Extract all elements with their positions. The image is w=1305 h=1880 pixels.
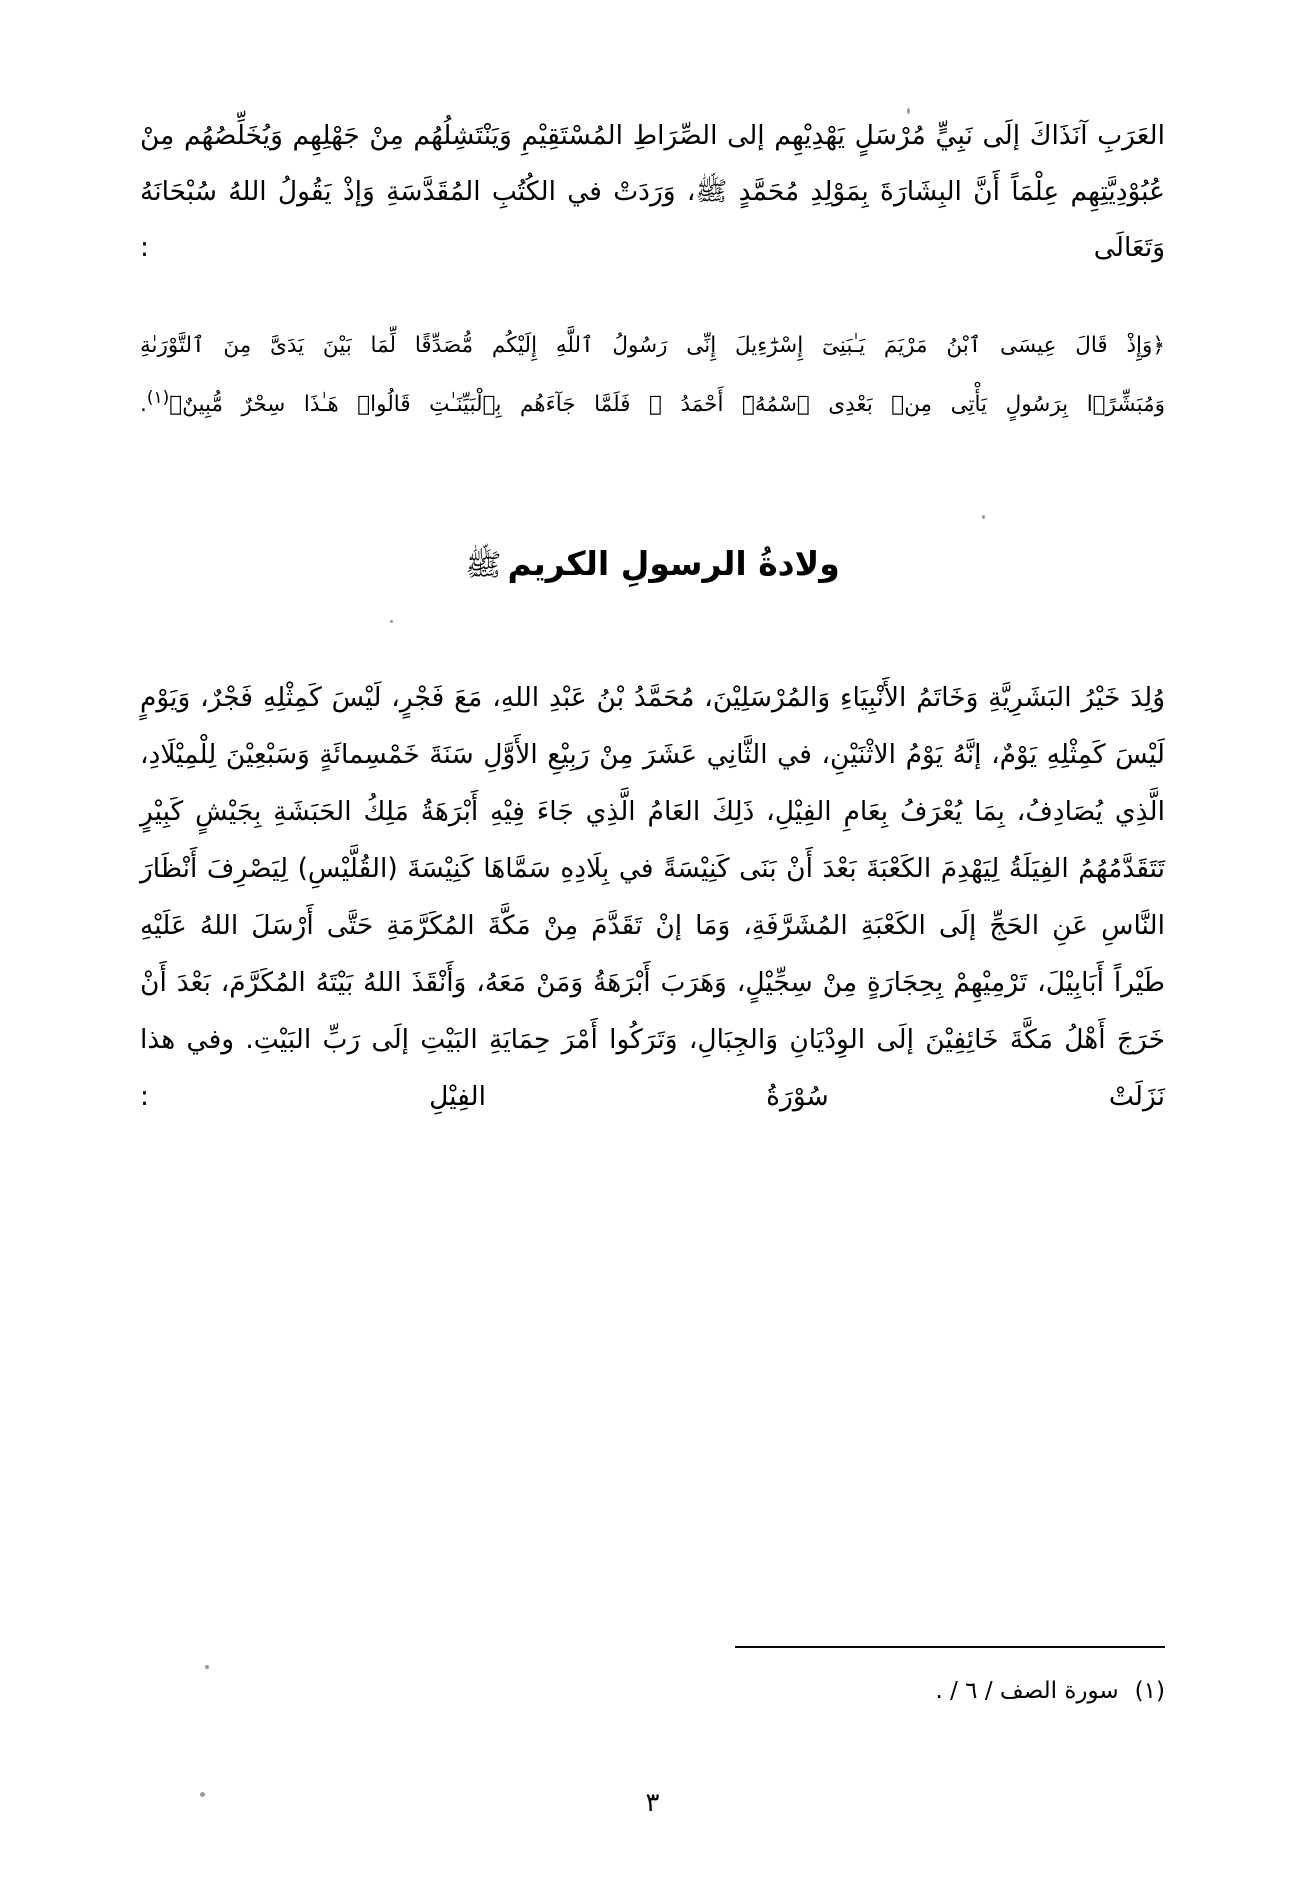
page-number: ٣ bbox=[645, 1788, 660, 1818]
footnote-number: (١) bbox=[1134, 1678, 1165, 1704]
footnote-entry bbox=[140, 1674, 1165, 1708]
quran-verse-line-2-wrap bbox=[140, 372, 1165, 431]
quran-verse-line-2: وَمُبَشِّرًۢا بِرَسُولٍ يَأْتِى مِنۢ بَعْدِى ٱسْمُهُۥٓ أَحْمَدُ ۖ فَلَمَّا جَآءَهُم بِٱلْبَيِّنَـٰتِ قَالُوا۟ هَـٰذَا سِحْرٌ مُّبِينٌ﴾ bbox=[169, 392, 1165, 418]
footnote-zone bbox=[140, 1646, 1165, 1708]
verse-trailing-period: . bbox=[140, 392, 147, 418]
page-content bbox=[140, 108, 1165, 1125]
section-heading bbox=[140, 539, 1165, 591]
section-heading-text: ولادةُ الرسولِ الكريم bbox=[507, 544, 840, 584]
intro-paragraph: العَرَبِ آنَذَاكَ إلَى نَبِيٍّ مُرْسَلٍ يَهْدِيْهِم إلى الصِّرَاطِ المُسْتَقِيْمِ وَيَنْتَشِلُهُم مِنْ جَهْلِهِم وَيُخَلِّصُهُم مِنْ عُبُوْدِيَّتِهِم عِلْمَاً أَنَّ البِشَارَةَ بِمَوْلِدِ مُحَمَّدٍ ﷺ، وَرَدَتْ في الكُتُبِ المُقَدَّسَةِ وَإذْ يَقُولُ اللهُ سُبْحَانَهُ وَتَعَالَى : bbox=[140, 120, 1165, 263]
quran-verse-block bbox=[140, 320, 1165, 431]
footnote-separator-rule bbox=[735, 1646, 1165, 1648]
footnote-reference[interactable]: (١) bbox=[146, 388, 170, 408]
quran-verse-line-1: ﴿وَإِذْ قَالَ عِيسَى ٱبْنُ مَرْيَمَ يَـٰبَنِىٓ إِسْرَٰٓءِيلَ إِنِّى رَسُولُ ٱللَّهِ إِلَيْكُم مُّصَدِّقًا لِّمَا بَيْنَ يَدَىَّ مِنَ ٱلتَّوْرَىٰةِ bbox=[140, 333, 1165, 358]
body-paragraph: وُلِدَ خَيْرُ البَشَرِيَّةِ وَخَاتَمُ الأَنْبِيَاءِ وَالمُرْسَلِيْنَ، مُحَمَّدُ بْنُ عَبْدِ اللهِ، مَعَ فَجْرٍ، لَيْسَ كَمِثْلِهِ فَجْرٌ، وَيَوْمٍ لَيْسَ كَمِثْلِهِ يَوْمٌ، إنَّهُ يَوْمُ الاثْنَيْنِ، في الثَّانِي عَشَرَ مِنْ رَبِيْعِ الأَوَّلِ سَنَةَ خَمْسِمائَةٍ وَسَبْعِيْنَ لِلْمِيْلَادِ، الَّذِي يُصَادِفُ، بِمَا يُعْرَفُ بِعَامِ الفِيْلِ، ذَلِكَ العَامُ الَّذِي جَاءَ فِيْهِ أَبْرَهَةُ مَلِكُ الحَبَشَةِ بِجَيْشٍ كَبِيْرٍ تَتَقَدَّمُهُمُ الفِيَلَةُ لِيَهْدِمَ الكَعْبَةَ بَعْدَ أَنْ بَنَى كَنِيْسَةً في بِلَادِهِ سَمَّاهَا كَنِيْسَةَ (القُلَّيْسِ) لِيَصْرِفَ أَنْظَارَ النَّاسِ عَنِ الحَجِّ إلَى الكَعْبَةِ المُشَرَّفَةِ، وَمَا إنْ تَقَدَّمَ مِنْ مَكَّةَ المُكَرَّمَةِ حَتَّى أَرْسَلَ اللهُ عَلَيْهِ طَيْراً أَبَابِيْلَ، تَرْمِيْهِمْ بِحِجَارَةٍ مِنْ سِجِّيْلٍ، وَهَرَبَ أَبْرَهَةُ وَمَنْ مَعَهُ، وَأَنْقَذَ اللهُ بَيْتَهُ المُكَرَّمَ، بَعْدَ أَنْ خَرَجَ أَهْلُ مَكَّةَ خَائِفِيْنَ إلَى الوِدْيَانِ وَالجِبَالِ، وَتَرَكُوا أَمْرَ حِمَايَةِ البَيْتِ إلَى رَبِّ البَيْتِ. وفي هذا نَزَلَتْ سُوْرَةُ الفِيْلِ : bbox=[140, 682, 1165, 1113]
footnote-text: سورة الصف / ٦ / . bbox=[935, 1678, 1119, 1704]
salla-honorific-icon: ﷺ bbox=[465, 548, 502, 584]
